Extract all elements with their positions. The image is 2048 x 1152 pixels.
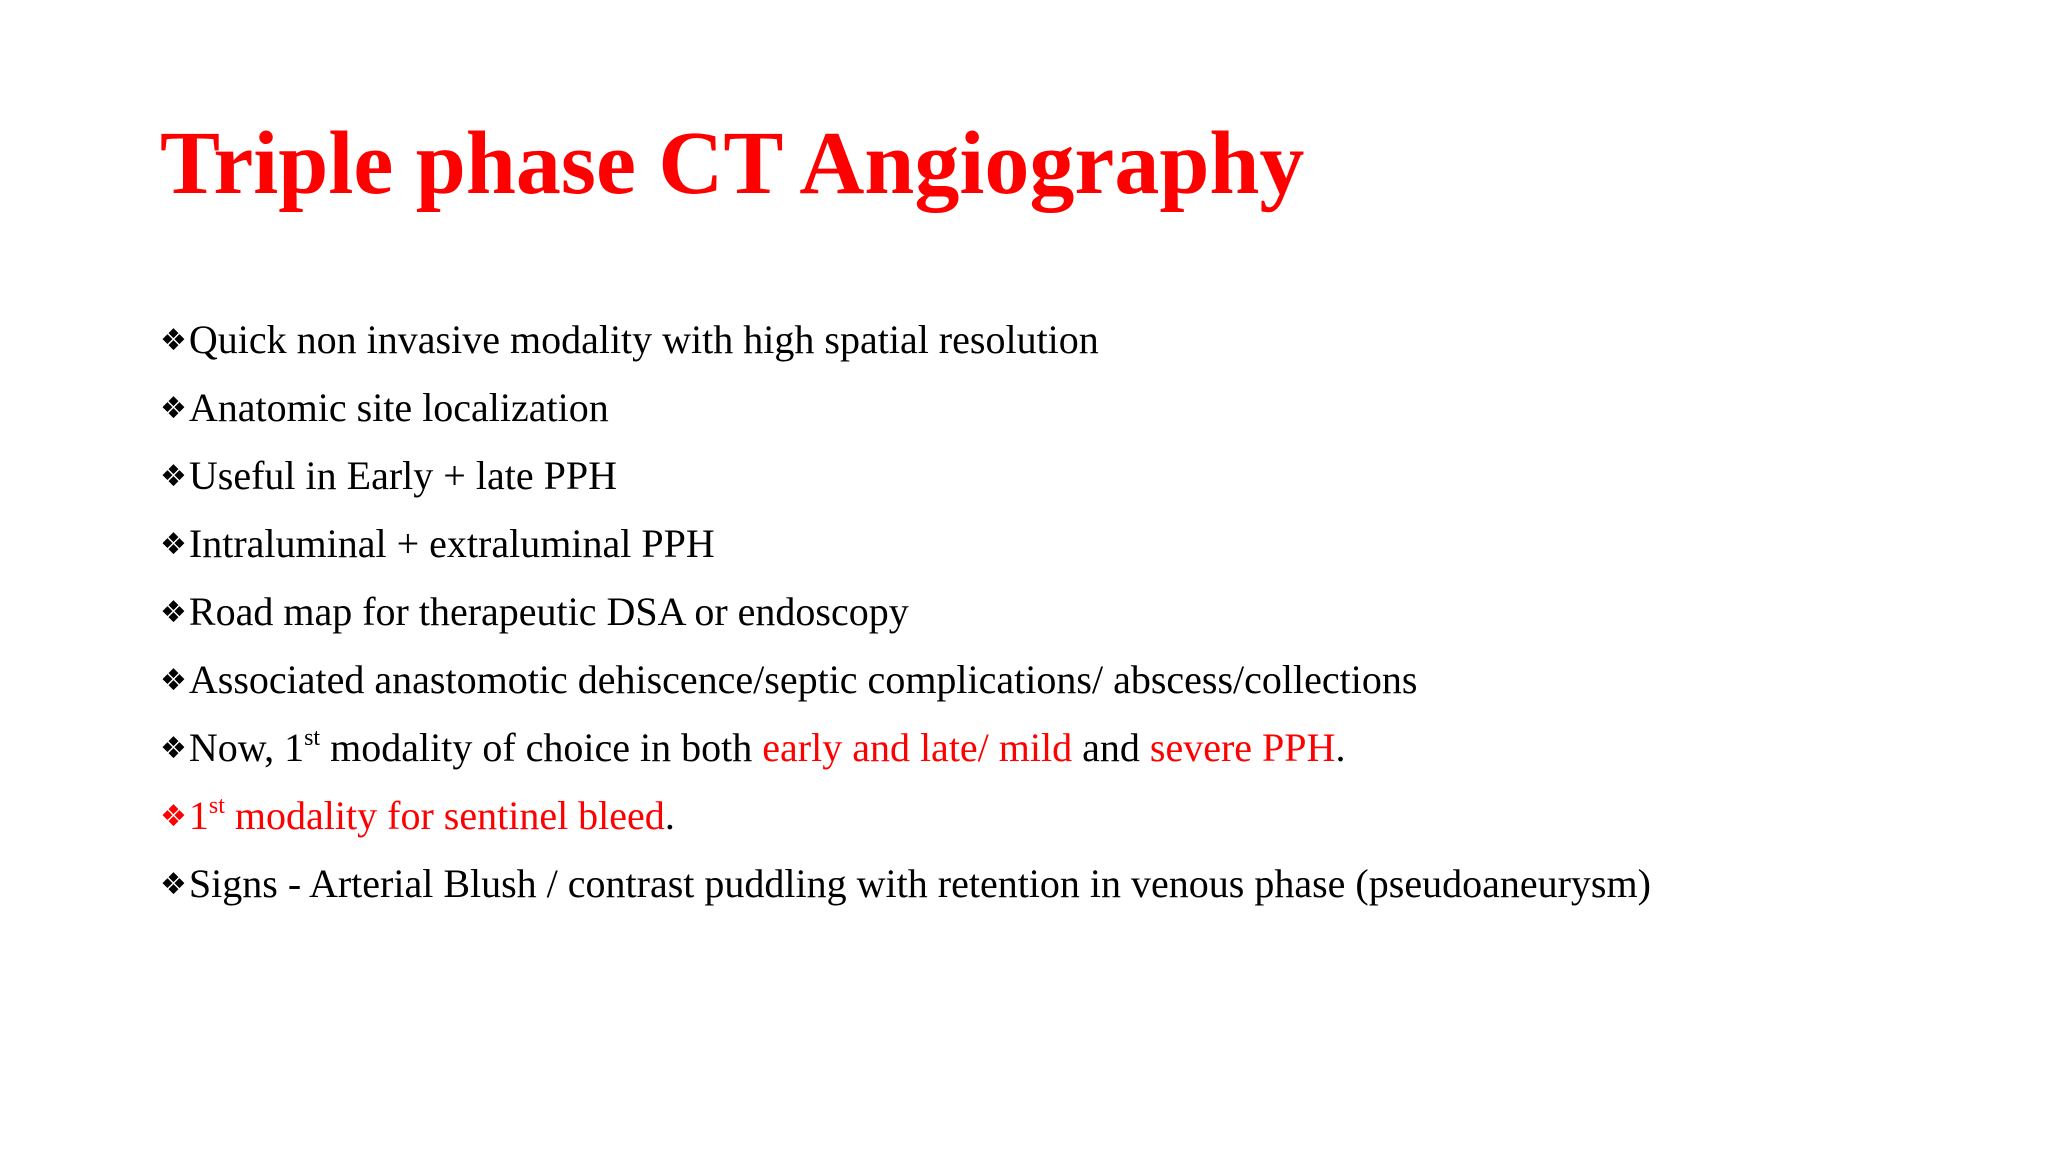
diamond-bullet-icon: ❖ — [160, 391, 187, 426]
bullet-item-sentinel-bleed — [160, 786, 2020, 854]
bullet-list — [160, 310, 2020, 922]
slide-title: Triple phase CT Angiography — [160, 114, 1305, 213]
bullet-item — [160, 378, 2020, 446]
bullet-text: Intraluminal + extraluminal PPH — [188, 521, 715, 566]
bullet-text: Signs - Arterial Blush / contrast puddling with retention in venous phase (pseudoaneurysm) — [188, 861, 1651, 906]
ordinal-superscript: st — [208, 793, 225, 819]
highlight-early-late-mild: early and late/ mild — [762, 725, 1073, 770]
bullet-text-and: and — [1072, 725, 1150, 770]
diamond-bullet-icon: ❖ — [160, 799, 187, 834]
diamond-bullet-icon: ❖ — [160, 595, 187, 630]
diamond-bullet-icon: ❖ — [160, 867, 187, 902]
bullet-text: Useful in Early + late PPH — [188, 453, 617, 498]
bullet-text-mid: modality of choice in both — [320, 725, 763, 770]
bullet-text-num: 1 — [188, 793, 209, 838]
bullet-item — [160, 582, 2020, 650]
bullet-item — [160, 446, 2020, 514]
bullet-text: Anatomic site localization — [188, 385, 609, 430]
diamond-bullet-icon: ❖ — [160, 731, 187, 766]
bullet-item — [160, 514, 2020, 582]
diamond-bullet-icon: ❖ — [160, 527, 187, 562]
bullet-text-end: . — [664, 793, 675, 838]
bullet-text: Associated anastomotic dehiscence/septic complications/ abscess/collections — [188, 657, 1418, 702]
bullet-text-end: . — [1335, 725, 1346, 770]
bullet-item — [160, 310, 2020, 378]
diamond-bullet-icon: ❖ — [160, 459, 187, 494]
bullet-text: Quick non invasive modality with high spatial resolution — [188, 317, 1099, 362]
bullet-item — [160, 650, 2020, 718]
bullet-item — [160, 854, 2020, 922]
bullet-item-modality-choice — [160, 718, 2020, 786]
diamond-bullet-icon: ❖ — [160, 663, 187, 698]
diamond-bullet-icon: ❖ — [160, 323, 187, 358]
highlight-severe-pph: severe PPH — [1149, 725, 1336, 770]
ordinal-superscript: st — [304, 725, 321, 751]
bullet-text-pre: Now, 1 — [188, 725, 305, 770]
highlight-sentinel-bleed: modality for sentinel bleed — [224, 793, 665, 838]
bullet-text: Road map for therapeutic DSA or endoscopy — [188, 589, 909, 634]
